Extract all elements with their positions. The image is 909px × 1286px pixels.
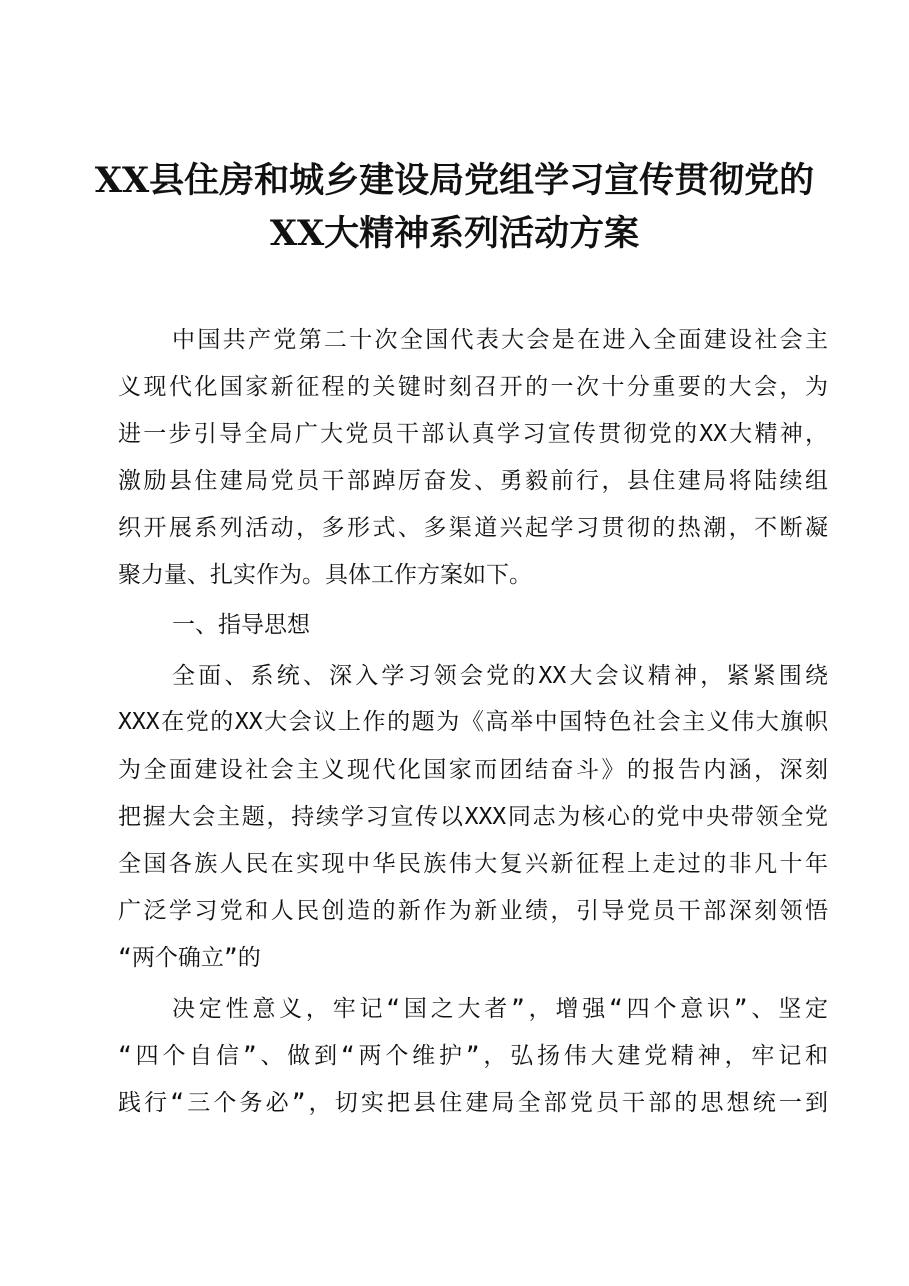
body-line: 激励县住建局党员干部踔厉奋发、勇毅前行，县住建局将陆续组 bbox=[118, 468, 828, 494]
body-line: 全国各族人民在实现中华民族伟大复兴新征程上走过的非凡十年 bbox=[118, 851, 828, 877]
document-title-line-1: XX县住房和城乡建设局党组学习宣传贯彻党的 bbox=[94, 160, 815, 201]
body-line: 决定性意义，牢记“国之大者”，增强“四个意识”、坚定 bbox=[172, 996, 828, 1022]
section-heading: 一、指导思想 bbox=[172, 612, 310, 638]
body-line: 为全面建设社会主义现代化国家而团结奋斗》的报告内涵，深刻 bbox=[118, 757, 828, 783]
document-title-line-2: XX大精神系列活动方案 bbox=[269, 213, 640, 254]
body-line: 中国共产党第二十次全国代表大会是在进入全面建设社会主 bbox=[172, 327, 828, 353]
body-line: XXX在党的XX大会议上作的题为《高举中国特色社会主义伟大旗帜 bbox=[118, 709, 828, 735]
body-line: 广泛学习党和人民创造的新作为新业绩，引导党员干部深刻领悟 bbox=[118, 898, 828, 924]
body-line: 义现代化国家新征程的关键时刻召开的一次十分重要的大会，为 bbox=[118, 374, 828, 400]
body-line: 进一步引导全局广大党员干部认真学习宣传贯彻党的XX大精神， bbox=[118, 421, 828, 447]
body-line: 全面、系统、深入学习领会党的XX大会议精神，紧紧围绕 bbox=[172, 663, 828, 689]
body-line: “四个自信”、做到“两个维护”，弘扬伟大建党精神，牢记和 bbox=[118, 1043, 828, 1069]
body-line: 织开展系列活动，多形式、多渠道兴起学习贯彻的热潮，不断凝 bbox=[118, 515, 828, 541]
body-line: 践行“三个务必”，切实把县住建局全部党员干部的思想统一到 bbox=[118, 1090, 828, 1116]
body-line: 聚力量、扎实作为。具体工作方案如下。 bbox=[118, 562, 532, 588]
body-line: “两个确立”的 bbox=[118, 945, 261, 971]
body-line: 把握大会主题，持续学习宣传以XXX同志为核心的党中央带领全党 bbox=[118, 804, 828, 830]
